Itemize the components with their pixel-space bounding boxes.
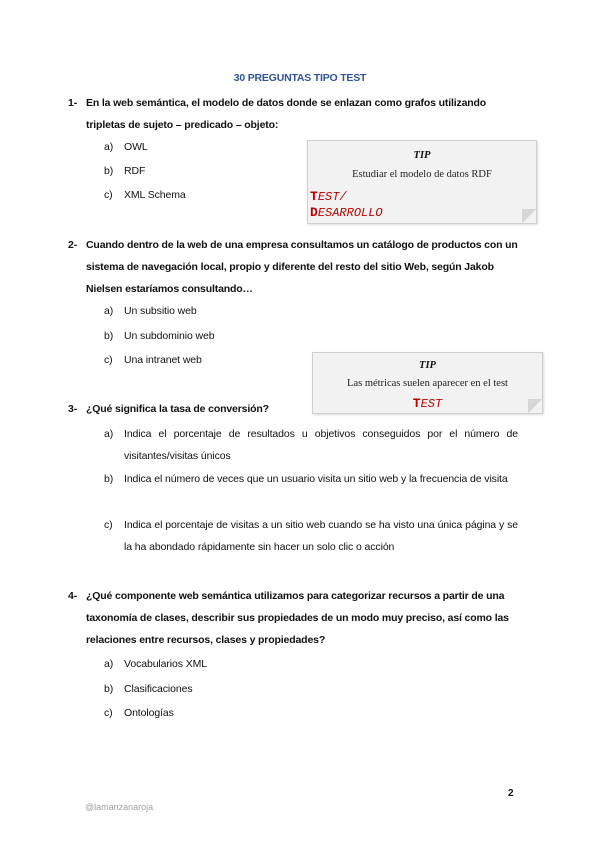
option-text: Un subsitio web [124, 305, 197, 317]
tag-test: TEST/ [310, 189, 347, 204]
tip-heading: TIP [419, 360, 436, 371]
page-fold [522, 209, 536, 223]
option-text: Indica el porcentaje de resultados u objetivos conseguidos por el número de visitantes/visitas únicos [124, 428, 518, 462]
option-3a [104, 423, 518, 467]
tag-test: TEST [412, 396, 443, 411]
question-text: ¿Qué componente web semántica utilizamos para categorizar recursos a partir de una taxonomía de clases, describir sus propiedades de un modo muy preciso, así como las relaciones entre recursos, clases y propiedades? [86, 590, 509, 646]
option-4a [104, 653, 518, 675]
tip-box-rdf [307, 140, 537, 224]
option-text: Vocabularios XML [124, 658, 208, 670]
option-text: Indica el porcentaje de visitas a un sitio web cuando se ha visto una única página y se la ha abondado rápidamente sin hacer un solo clic o acción [124, 519, 518, 553]
tip-body: Estudiar el modelo de datos RDF [352, 169, 492, 180]
option-letter: c) [104, 519, 113, 531]
footer-handle: @lamanzanaroja [85, 802, 154, 812]
option-4b [104, 678, 518, 700]
option-2a [104, 300, 518, 322]
option-letter: b) [104, 165, 114, 177]
option-letter: c) [104, 189, 113, 201]
page-number: 2 [508, 788, 514, 799]
question-4 [68, 585, 518, 651]
option-4c [104, 702, 518, 724]
tip-body: Las métricas suelen aparecer en el test [347, 378, 508, 389]
option-letter: b) [104, 473, 114, 485]
option-2b [104, 325, 518, 347]
question-text: En la web semántica, el modelo de datos donde se enlazan como grafos utilizando tripletas de sujeto – predicado – objeto: [86, 97, 487, 131]
question-text: Cuando dentro de la web de una empresa consultamos un catálogo de productos con un sistema de navegación local, propio y diferente del resto del sitio Web, según Jakob Nielsen estaríamos consultando… [86, 239, 518, 295]
tip-tags [310, 189, 383, 221]
option-text: XML Schema [124, 189, 186, 201]
option-3b [104, 468, 518, 490]
option-text: Un subdominio web [124, 330, 215, 342]
option-text: Indica el número de veces que un usuario visita un sitio web y la frecuencia de visita [124, 473, 508, 485]
tag-desarrollo: DESARROLLO [310, 205, 383, 220]
question-3 [68, 398, 518, 420]
question-1 [68, 92, 518, 136]
question-number: 2- [68, 239, 78, 251]
option-text: RDF [124, 165, 146, 177]
option-letter: c) [104, 354, 113, 366]
option-letter: a) [104, 428, 114, 440]
tip-heading: TIP [413, 150, 431, 161]
document-title: 30 PREGUNTAS TIPO TEST [233, 72, 367, 84]
option-text: Clasificaciones [124, 683, 193, 695]
option-letter: a) [104, 305, 114, 317]
option-text: OWL [124, 141, 148, 153]
question-text: ¿Qué significa la tasa de conversión? [86, 403, 269, 415]
question-2 [68, 234, 518, 300]
option-text: Una intranet web [124, 354, 202, 366]
question-number: 1- [68, 97, 78, 109]
option-letter: c) [104, 707, 113, 719]
option-letter: b) [104, 683, 114, 695]
option-letter: b) [104, 330, 114, 342]
option-letter: a) [104, 658, 114, 670]
question-number: 3- [68, 403, 78, 415]
option-letter: a) [104, 141, 114, 153]
option-3c [104, 514, 518, 558]
page-fold [528, 399, 542, 413]
question-number: 4- [68, 590, 78, 602]
option-text: Ontologías [124, 707, 174, 719]
